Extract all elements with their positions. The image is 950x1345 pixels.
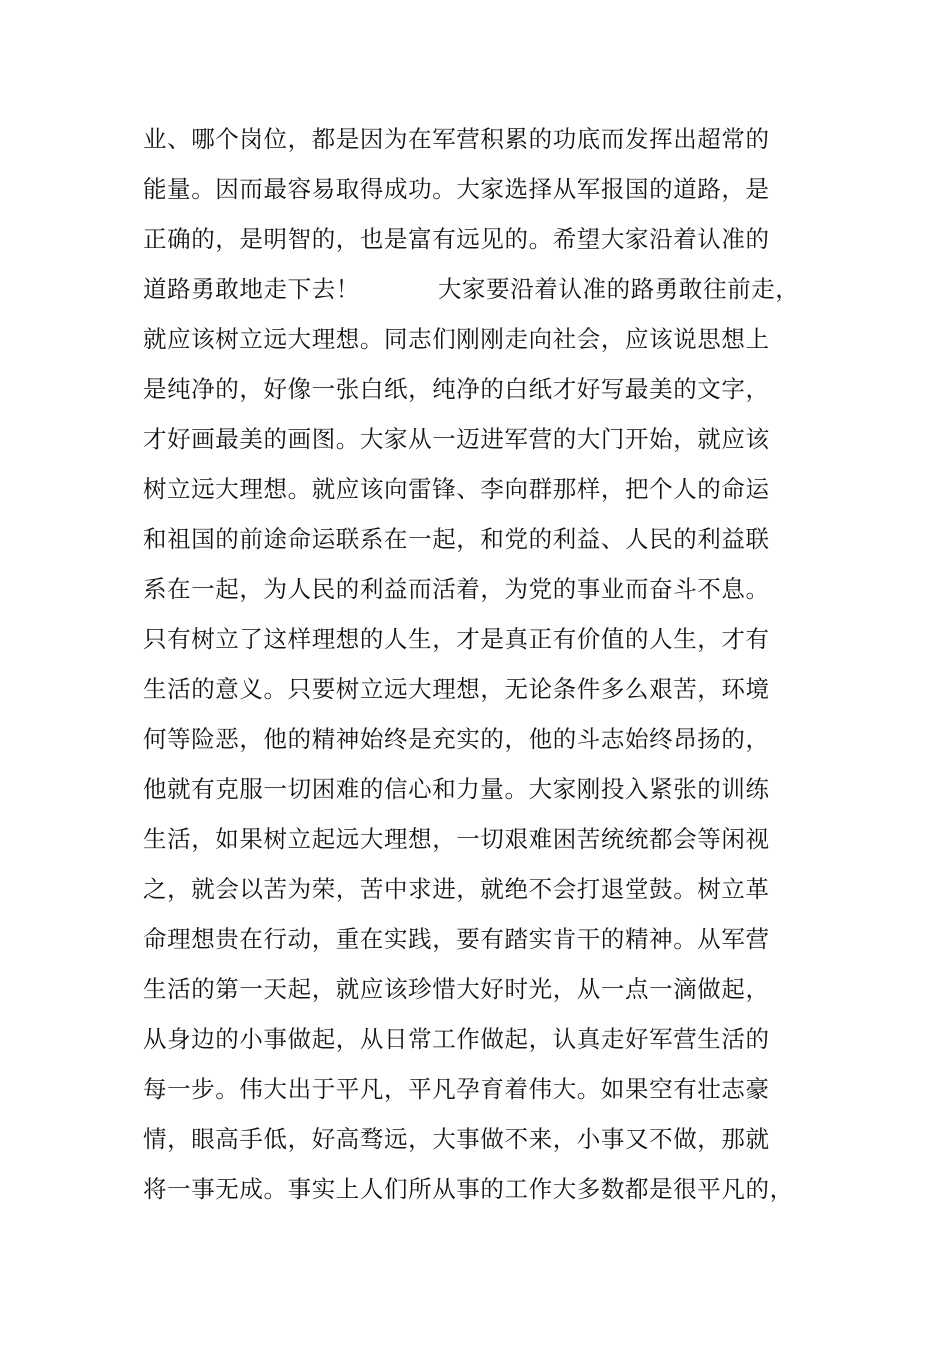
text-line: 树立远大理想。就应该向雷锋、李向群那样，把个人的命运	[143, 475, 770, 503]
text-line: 就应该树立远大理想。同志们刚刚走向社会，应该说思想上	[143, 325, 770, 353]
text-line-part: 道路勇敢地走下去！	[143, 275, 360, 303]
text-line: 从身边的小事做起，从日常工作做起，认真走好军营生活的	[143, 1025, 770, 1053]
text-line: 和祖国的前途命运联系在一起，和党的利益、人民的利益联	[143, 525, 770, 553]
text-line: 能量。因而最容易取得成功。大家选择从军报国的道路，是	[143, 175, 770, 203]
text-line-part: 大家要沿着认准的路勇敢往前走，	[437, 275, 800, 303]
text-line: 生活的第一天起，就应该珍惜大好时光，从一点一滴做起，	[143, 975, 770, 1003]
text-line: 系在一起，为人民的利益而活着，为党的事业而奋斗不息。	[143, 575, 770, 603]
text-line: 才好画最美的画图。大家从一迈进军营的大门开始，就应该	[143, 425, 770, 453]
text-line: 之，就会以苦为荣，苦中求进，就绝不会打退堂鼓。树立革	[143, 875, 770, 903]
text-line: 每一步。伟大出于平凡，平凡孕育着伟大。如果空有壮志豪	[143, 1075, 770, 1103]
text-line: 情，眼高手低，好高骛远，大事做不来，小事又不做，那就	[143, 1125, 770, 1153]
body-text	[143, 114, 800, 1214]
text-line: 生活，如果树立起远大理想，一切艰难困苦统统都会等闲视	[143, 825, 770, 853]
text-line: 业、哪个岗位，都是因为在军营积累的功底而发挥出超常的	[143, 125, 770, 153]
text-line: 生活的意义。只要树立远大理想，无论条件多么艰苦，环境	[143, 675, 770, 703]
text-line: 命理想贵在行动，重在实践，要有踏实肯干的精神。从军营	[143, 925, 770, 953]
text-line-split	[143, 264, 800, 314]
text-line: 他就有克服一切困难的信心和力量。大家刚投入紧张的训练	[143, 775, 770, 803]
text-line: 正确的，是明智的，也是富有远见的。希望大家沿着认准的	[143, 225, 770, 253]
text-line: 是纯净的，好像一张白纸，纯净的白纸才好写最美的文字，	[143, 375, 770, 403]
text-line: 只有树立了这样理想的人生，才是真正有价值的人生，才有	[143, 625, 770, 653]
text-line: 将一事无成。事实上人们所从事的工作大多数都是很平凡的，	[143, 1175, 794, 1203]
text-line: 何等险恶，他的精神始终是充实的，他的斗志始终昂扬的，	[143, 725, 770, 753]
